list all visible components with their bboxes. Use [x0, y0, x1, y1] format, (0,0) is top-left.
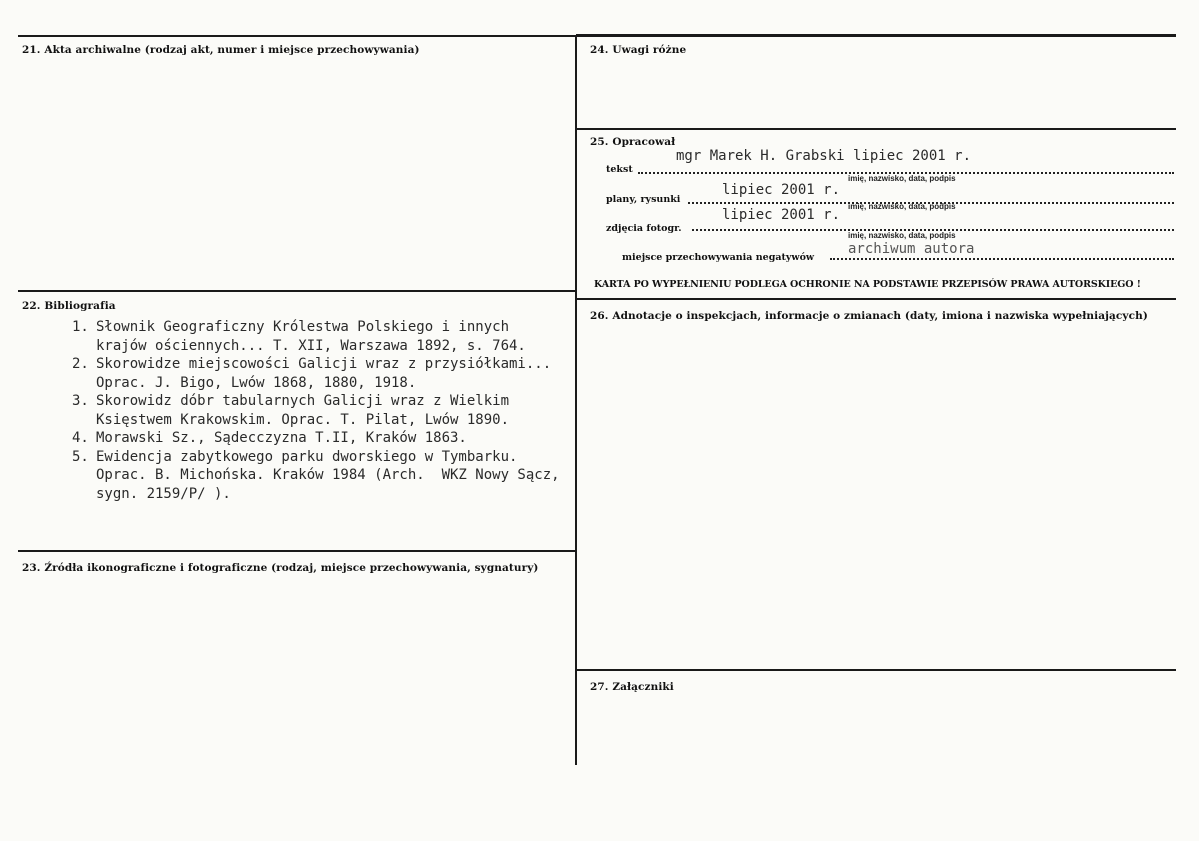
plany-value: lipiec 2001 r.	[722, 182, 841, 198]
rule-above-25	[576, 128, 1176, 130]
tekst-value: mgr Marek H. Grabski lipiec 2001 r.	[676, 148, 972, 164]
section-23-title: 23. Źródła ikonograficzne i fotograficzne (rodzaj, miejsce przechowywania, sygnatury)	[22, 562, 539, 574]
section-21-title: 21. Akta archiwalne (rodzaj akt, numer i miejsce przechowywania)	[22, 44, 420, 56]
tekst-hint: imię, nazwisko, data, podpis	[848, 174, 956, 183]
bibliography-item: 5. Ewidencja zabytkowego parku dworskiego w Tymbarku. Oprac. B. Michońska. Kraków 1984 (Arch. WKZ Nowy Sącz, sygn. 2159/P/ ).	[72, 448, 560, 502]
section-22-title: 22. Bibliografia	[22, 300, 116, 312]
rule-above-27	[576, 669, 1176, 671]
top-rule-right	[576, 34, 1176, 37]
tekst-label: tekst	[606, 164, 633, 175]
copyright-notice: KARTA PO WYPEŁNIENIU PODLEGA OCHRONIE NA PODSTAWIE PRZEPISÓW PRAWA AUTORSKIEGO !	[594, 279, 1141, 290]
bibliography-item: 2. Skorowidze miejscowości Galicji wraz z przysiółkami... Oprac. J. Bigo, Lwów 1868, 1880, 1918.	[72, 356, 552, 391]
zdjecia-label: zdjęcia fotogr.	[606, 223, 682, 234]
zdjecia-hint: imię, nazwisko, data, podpis	[848, 231, 956, 240]
top-rule-left	[18, 35, 576, 37]
rule-above-23	[18, 550, 576, 552]
rule-above-22	[18, 290, 576, 292]
bibliography-item: 1. Słownik Geograficzny Królestwa Polskiego i innych krajów ościennych... T. XII, Warszawa 1892, s. 764.	[72, 319, 526, 354]
miejsce-line	[830, 258, 1174, 260]
center-divider	[575, 35, 577, 765]
section-25-title: 25. Opracował	[590, 136, 676, 148]
zdjecia-value: lipiec 2001 r.	[722, 207, 841, 223]
bibliography-list	[72, 318, 560, 503]
plany-hint: imię, nazwisko, data, podpis	[848, 202, 956, 211]
miejsce-value: archiwum autora	[848, 241, 975, 257]
bibliography-item: 4. Morawski Sz., Sądecczyzna T.II, Kraków 1863.	[72, 430, 467, 446]
bibliography-item: 3. Skorowidz dóbr tabularnych Galicji wraz z Wielkim Księstwem Krakowskim. Oprac. T. Pilat, Lwów 1890.	[72, 393, 510, 428]
section-24-title: 24. Uwagi różne	[590, 44, 687, 56]
plany-label: plany, rysunki	[606, 194, 681, 205]
rule-above-26	[576, 298, 1176, 300]
section-26-title: 26. Adnotacje o inspekcjach, informacje o zmianach (daty, imiona i nazwiska wypełniających)	[590, 310, 1148, 322]
section-27-title: 27. Załączniki	[590, 681, 674, 693]
miejsce-label: miejsce przechowywania negatywów	[622, 252, 815, 263]
